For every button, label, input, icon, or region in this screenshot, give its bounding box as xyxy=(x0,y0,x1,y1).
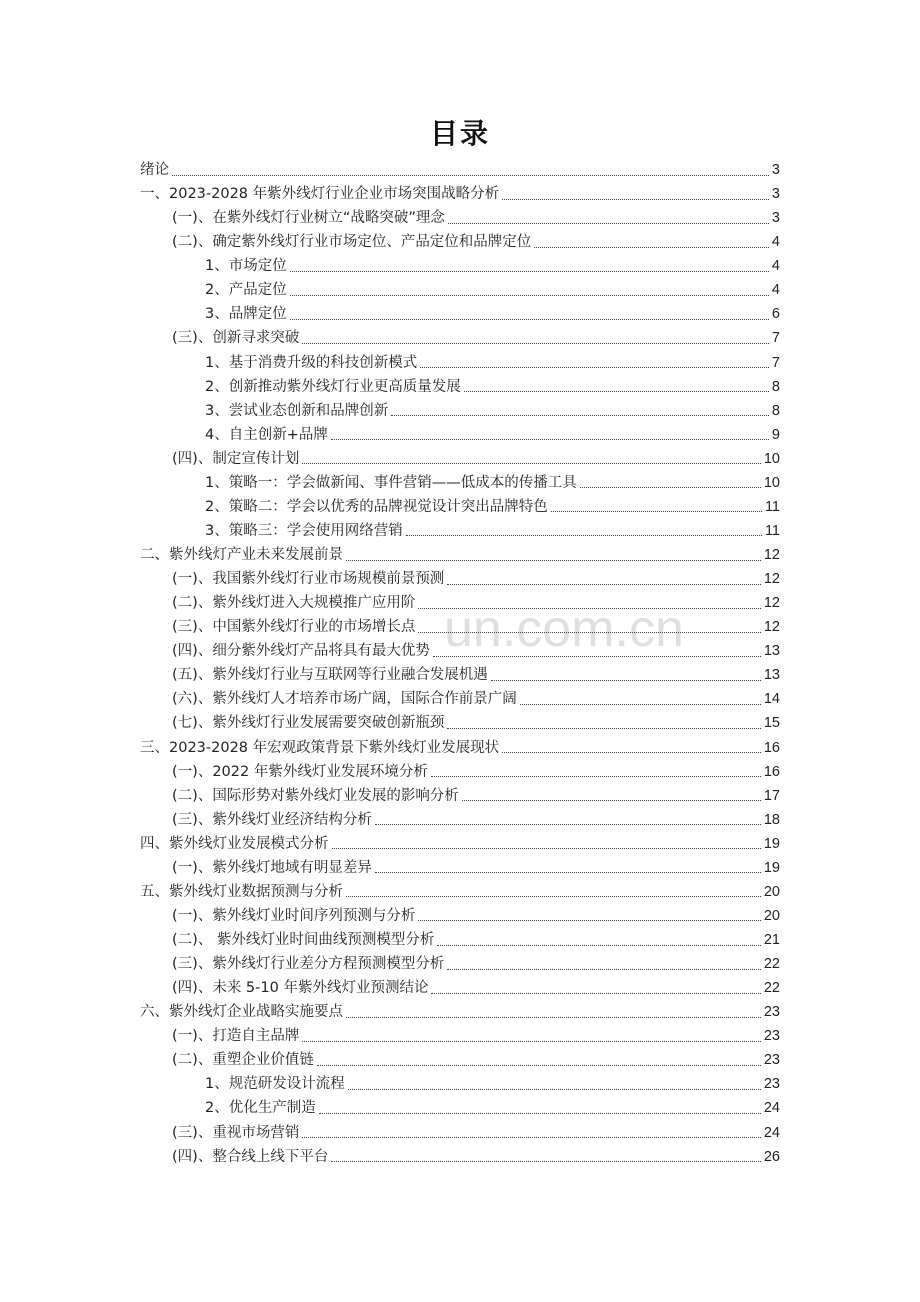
toc-entry[interactable] xyxy=(140,1096,780,1120)
toc-entry[interactable] xyxy=(140,784,780,808)
toc-entry[interactable] xyxy=(140,543,780,567)
dot-leader xyxy=(375,824,761,825)
toc-entry-title: 三、2023-2028 年宏观政策背景下紫外线灯业发展现状 xyxy=(140,739,500,756)
toc-entry-title: 1、规范研发设计流程 xyxy=(205,1076,345,1093)
toc-entry[interactable] xyxy=(140,519,780,543)
toc-entry-page: 20 xyxy=(763,883,780,900)
dot-leader xyxy=(431,776,761,777)
toc-entry[interactable] xyxy=(140,976,780,1000)
toc-entry-page: 7 xyxy=(771,330,780,347)
toc-entry-title: (三)、紫外线灯业经济结构分析 xyxy=(172,811,372,828)
toc-entry-page: 16 xyxy=(763,763,780,780)
toc-entry-page: 23 xyxy=(763,1052,780,1069)
toc-entry-title: (三)、创新寻求突破 xyxy=(172,330,300,347)
toc-entry-title: 六、紫外线灯企业战略实施要点 xyxy=(140,1004,343,1021)
dot-leader xyxy=(302,1137,761,1138)
toc-entry[interactable] xyxy=(140,663,780,687)
dot-leader xyxy=(420,367,769,368)
toc-entry-title: 2、产品定位 xyxy=(205,282,287,299)
toc-entry-page: 18 xyxy=(763,811,780,828)
toc-entry-page: 4 xyxy=(771,282,780,299)
toc-entry[interactable] xyxy=(140,423,780,447)
toc-entry-title: (一)、紫外线灯地域有明显差异 xyxy=(172,859,372,876)
toc-entry-page: 23 xyxy=(763,1028,780,1045)
toc-entry[interactable] xyxy=(140,278,780,302)
toc-entry[interactable] xyxy=(140,856,780,880)
toc-entry-title: 3、策略三：学会使用网络营销 xyxy=(205,522,403,539)
dot-leader xyxy=(290,295,769,296)
toc-entry-page: 20 xyxy=(763,907,780,924)
toc-entry[interactable] xyxy=(140,567,780,591)
toc-entry-title: 2、优化生产制造 xyxy=(205,1100,316,1117)
toc-entry[interactable] xyxy=(140,326,780,350)
toc-entry-title: (二)、紫外线灯进入大规模推广应用阶 xyxy=(172,595,416,612)
toc-entry-title: 2、创新推动紫外线灯行业更高质量发展 xyxy=(205,378,461,395)
dot-leader xyxy=(431,993,760,994)
dot-leader xyxy=(464,391,769,392)
toc-entry[interactable] xyxy=(140,952,780,976)
toc-entry-page: 10 xyxy=(763,474,780,491)
toc-entry-title: (二)、国际形势对紫外线灯业发展的影响分析 xyxy=(172,787,459,804)
dot-leader xyxy=(302,1041,761,1042)
dot-leader xyxy=(172,175,769,176)
toc-entry[interactable] xyxy=(140,1024,780,1048)
toc-entry[interactable] xyxy=(140,760,780,784)
toc-entry[interactable] xyxy=(140,1072,780,1096)
toc-entry-title: 4、自主创新+品牌 xyxy=(205,426,328,443)
dot-leader xyxy=(433,656,761,657)
toc-entry-title: 四、紫外线灯业发展模式分析 xyxy=(140,835,329,852)
dot-leader xyxy=(534,247,769,248)
toc-entry-title: (四)、整合线上线下平台 xyxy=(172,1148,329,1165)
toc-entry-title: (二)、确定紫外线灯行业市场定位、产品定位和品牌定位 xyxy=(172,234,532,251)
toc-entry[interactable] xyxy=(140,1048,780,1072)
toc-entry[interactable] xyxy=(140,471,780,495)
toc-entry-page: 13 xyxy=(763,667,780,684)
toc-entry-title: 二、紫外线灯产业未来发展前景 xyxy=(140,547,343,563)
dot-leader xyxy=(346,1017,761,1018)
dot-leader xyxy=(462,800,761,801)
toc-entry-title: (四)、未来 5-10 年紫外线灯业预测结论 xyxy=(172,980,429,997)
toc-entry-title: (一)、在紫外线灯行业树立“战略突破”理念 xyxy=(172,210,445,227)
toc-entry-title: (一)、我国紫外线灯行业市场规模前景预测 xyxy=(172,571,445,588)
dot-leader xyxy=(391,415,769,416)
page-title: 目录 xyxy=(429,117,490,150)
toc-entry-title: (七)、紫外线灯行业发展需要突破创新瓶颈 xyxy=(172,715,445,732)
toc-entry-page: 11 xyxy=(764,522,780,539)
toc-entry[interactable] xyxy=(140,302,780,326)
toc-entry-page: 6 xyxy=(771,306,780,323)
toc-entry-title: (三)、重视市场营销 xyxy=(172,1124,300,1141)
dot-leader xyxy=(346,560,761,561)
toc-entry-page: 4 xyxy=(771,258,780,275)
dot-leader xyxy=(447,584,761,585)
toc-entry-page: 12 xyxy=(763,595,780,612)
toc-entry-page: 13 xyxy=(763,643,780,660)
toc-entry-page: 19 xyxy=(763,835,780,852)
dot-leader xyxy=(317,1065,761,1066)
toc-entry[interactable] xyxy=(140,447,780,471)
dot-leader xyxy=(332,848,761,849)
toc-entry[interactable] xyxy=(140,375,780,399)
toc-entry-title: (五)、紫外线灯行业与互联网等行业融合发展机遇 xyxy=(172,667,488,684)
dot-leader xyxy=(437,945,760,946)
dot-leader xyxy=(418,632,761,633)
toc-entry-page: 7 xyxy=(771,354,780,371)
toc-entry-page: 10 xyxy=(763,450,780,467)
toc-entry-title: (一)、打造自主品牌 xyxy=(172,1028,300,1045)
toc-entry-page: 22 xyxy=(763,980,780,997)
dot-leader xyxy=(302,463,761,464)
toc-entry-page: 26 xyxy=(763,1148,780,1165)
table-of-contents xyxy=(140,158,780,1169)
dot-leader xyxy=(580,487,761,488)
toc-entry[interactable] xyxy=(140,230,780,254)
toc-entry[interactable] xyxy=(140,808,780,832)
dot-leader xyxy=(418,608,761,609)
toc-entry[interactable] xyxy=(140,904,780,928)
toc-entry-page: 24 xyxy=(763,1124,780,1141)
toc-entry-title: 3、尝试业态创新和品牌创新 xyxy=(205,402,389,419)
dot-leader xyxy=(502,752,761,753)
toc-entry-page: 22 xyxy=(763,956,780,973)
toc-entry-page: 11 xyxy=(764,498,780,515)
dot-leader xyxy=(319,1113,761,1114)
toc-entry[interactable] xyxy=(140,182,780,206)
dot-leader xyxy=(502,199,769,200)
dot-leader xyxy=(346,896,761,897)
toc-entry[interactable] xyxy=(140,206,780,230)
toc-entry-page: 12 xyxy=(763,571,780,588)
toc-entry-title: 绪论 xyxy=(140,162,169,178)
dot-leader xyxy=(448,223,769,224)
toc-entry[interactable] xyxy=(140,832,780,856)
dot-leader xyxy=(290,271,769,272)
toc-entry[interactable] xyxy=(140,351,780,375)
toc-entry-page: 17 xyxy=(763,787,780,804)
toc-entry[interactable] xyxy=(140,928,780,952)
toc-entry-title: (三)、中国紫外线灯行业的市场增长点 xyxy=(172,619,416,636)
toc-entry-title: 1、市场定位 xyxy=(205,258,287,275)
toc-entry[interactable] xyxy=(140,1121,780,1145)
toc-entry[interactable] xyxy=(140,495,780,519)
toc-entry-page: 12 xyxy=(763,619,780,636)
toc-entry[interactable] xyxy=(140,1145,780,1169)
watermark: un.com.cn xyxy=(444,600,684,658)
toc-entry[interactable] xyxy=(140,1000,780,1024)
toc-entry-page: 9 xyxy=(771,426,780,443)
toc-entry-page: 16 xyxy=(763,739,780,756)
toc-entry[interactable] xyxy=(140,711,780,735)
toc-entry-title: (一)、2022 年紫外线灯业发展环境分析 xyxy=(172,763,428,780)
toc-entry[interactable] xyxy=(140,736,780,760)
toc-entry[interactable] xyxy=(140,254,780,278)
dot-leader xyxy=(331,439,769,440)
toc-entry[interactable] xyxy=(140,158,780,182)
toc-entry-title: 一、2023-2028 年紫外线灯行业企业市场突围战略分析 xyxy=(140,186,500,203)
toc-entry-page: 12 xyxy=(763,547,780,563)
toc-entry-page: 24 xyxy=(763,1100,780,1117)
toc-entry[interactable] xyxy=(140,591,780,615)
dot-leader xyxy=(375,872,761,873)
toc-entry-page: 23 xyxy=(763,1076,780,1093)
toc-entry-title: 3、品牌定位 xyxy=(205,306,287,323)
toc-entry-title: (一)、紫外线灯业时间序列预测与分析 xyxy=(172,907,416,924)
dot-leader xyxy=(447,728,761,729)
dot-leader xyxy=(418,920,761,921)
toc-entry-page: 23 xyxy=(763,1004,780,1021)
dot-leader xyxy=(491,680,761,681)
toc-entry[interactable] xyxy=(140,399,780,423)
toc-entry-title: 2、策略二：学会以优秀的品牌视觉设计突出品牌特色 xyxy=(205,498,548,515)
toc-entry-title: (二)、重塑企业价值链 xyxy=(172,1052,314,1069)
dot-leader xyxy=(520,704,761,705)
toc-entry-page: 8 xyxy=(771,402,780,419)
dot-leader xyxy=(551,511,762,512)
toc-entry-page: 4 xyxy=(771,234,780,251)
dot-leader xyxy=(348,1089,761,1090)
toc-entry-title: (四)、细分紫外线灯产品将具有最大优势 xyxy=(172,643,430,660)
toc-entry-page: 3 xyxy=(771,186,780,203)
toc-entry-title: 五、紫外线灯业数据预测与分析 xyxy=(140,883,343,900)
toc-entry-title: (二)、 紫外线灯业时间曲线预测模型分析 xyxy=(172,932,435,948)
dot-leader xyxy=(290,319,769,320)
toc-entry-page: 14 xyxy=(763,691,780,708)
dot-leader xyxy=(302,343,769,344)
toc-entry-page: 3 xyxy=(771,210,780,227)
toc-entry-page: 8 xyxy=(771,378,780,395)
toc-entry-page: 21 xyxy=(763,932,780,948)
toc-entry[interactable] xyxy=(140,687,780,711)
toc-entry[interactable] xyxy=(140,639,780,663)
dot-leader xyxy=(406,535,762,536)
dot-leader xyxy=(447,969,761,970)
toc-entry-title: (三)、紫外线灯行业差分方程预测模型分析 xyxy=(172,956,445,973)
toc-entry-page: 3 xyxy=(771,162,780,178)
toc-entry[interactable] xyxy=(140,880,780,904)
dot-leader xyxy=(331,1161,761,1162)
toc-entry-title: (四)、制定宣传计划 xyxy=(172,450,300,467)
toc-entry-title: (六)、紫外线灯人才培养市场广阔，国际合作前景广阔 xyxy=(172,691,517,708)
toc-entry-title: 1、基于消费升级的科技创新模式 xyxy=(205,354,418,371)
toc-entry-title: 1、策略一：学会做新闻、事件营销——低成本的传播工具 xyxy=(205,474,577,491)
toc-entry-page: 19 xyxy=(763,859,780,876)
toc-entry[interactable] xyxy=(140,615,780,639)
toc-entry-page: 15 xyxy=(763,715,780,732)
